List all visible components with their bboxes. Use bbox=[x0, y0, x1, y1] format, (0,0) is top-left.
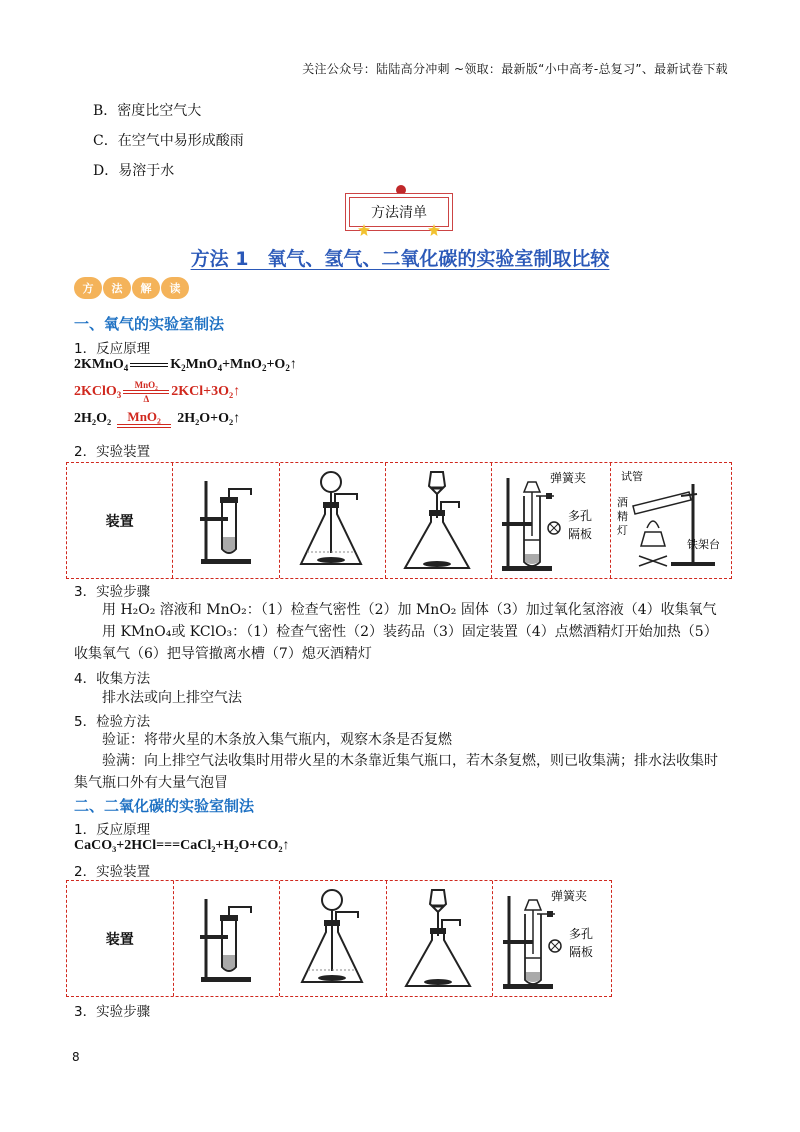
plate-label: 隔板 bbox=[568, 526, 593, 541]
option-d: D．易溶于水 bbox=[93, 163, 175, 179]
apparatus-flask-funnel bbox=[280, 881, 387, 996]
iron-stand-label: 铁架台 bbox=[687, 537, 720, 551]
collect-label: 4．收集方法 bbox=[74, 671, 151, 687]
spring-clip-label: 弹簧夹 bbox=[551, 888, 588, 903]
plate-label: 隔板 bbox=[569, 944, 594, 959]
apparatus-test-tube bbox=[174, 881, 281, 996]
test-tube-apparatus-icon bbox=[186, 471, 266, 571]
apparatus-flask-separatory bbox=[387, 881, 494, 996]
apparatus-porous-plate bbox=[493, 881, 611, 996]
section-co2-heading: 二、二氧化碳的实验室制法 bbox=[74, 797, 255, 815]
collect-text: 排水法或向上排空气法 bbox=[102, 690, 242, 706]
apparatus-porous-plate bbox=[492, 463, 611, 578]
page-header: 关注公众号：陆陆高分冲刺 ~领取：最新版“小中高考-总复习”、最新试卷下载 bbox=[302, 62, 728, 76]
test-tube-apparatus-icon bbox=[186, 889, 266, 989]
porous-label: 多孔 bbox=[569, 926, 594, 941]
steps-label: 3．实验步骤 bbox=[74, 584, 151, 600]
apparatus-label: 2．实验装置 bbox=[74, 444, 151, 460]
steps-h2o2: 用 H₂O₂ 溶液和 MnO₂：（1）检查气密性（2）加 MnO₂ 固体（3）加过氧化氢溶液（4）收集氧气 bbox=[102, 602, 717, 618]
porous-label: 多孔 bbox=[568, 508, 593, 523]
co2-apparatus-label: 2．实验装置 bbox=[74, 864, 151, 880]
porous-plate-apparatus-icon bbox=[493, 884, 611, 994]
badge-label: 方法清单 bbox=[371, 205, 427, 221]
conical-flask-separatory-funnel-icon bbox=[394, 886, 484, 991]
conical-flask-funnel-icon bbox=[288, 886, 378, 991]
test-full: 验满：向上排空气法收集时用带火星的木条靠近集气瓶口，若木条复燃，则已收集满；排水法收集时集气瓶口外有大量气泡冒 bbox=[74, 753, 718, 791]
tag-char: 读 bbox=[161, 277, 189, 299]
conical-flask-separatory-funnel-icon bbox=[393, 468, 483, 573]
reaction-principle-label: 1．反应原理 bbox=[74, 341, 151, 357]
equation-caco3: CaCO₃+2HCl===CaCl₂+H₂O+CO₂↑ bbox=[74, 838, 290, 853]
test-tube-label: 试管 bbox=[621, 469, 643, 483]
page-number: 8 bbox=[72, 1050, 80, 1064]
apparatus-cell-label: 装置 bbox=[67, 881, 174, 996]
alcohol-label: 酒 bbox=[617, 495, 628, 509]
tag-char: 法 bbox=[103, 277, 131, 299]
apparatus-table-co2 bbox=[66, 880, 612, 997]
test-verify: 验证：将带火星的木条放入集气瓶内，观察木条是否复燃 bbox=[102, 732, 452, 748]
method-interpretation-tag bbox=[74, 277, 189, 299]
spring-clip-label: 弹簧夹 bbox=[550, 470, 587, 485]
co2-steps-label: 3．实验步骤 bbox=[74, 1004, 151, 1020]
section-oxygen-heading: 一、氧气的实验室制法 bbox=[74, 315, 225, 333]
equation-h2o2: 2H₂O₂ MnO₂ 2H₂O+O₂↑ bbox=[74, 409, 241, 427]
conical-flask-funnel-icon bbox=[287, 468, 377, 573]
badge-star-left-icon bbox=[358, 224, 370, 236]
lamp-label: 灯 bbox=[617, 523, 628, 537]
option-b: B．密度比空气大 bbox=[93, 103, 202, 119]
apparatus-cell-label: 装置 bbox=[67, 463, 173, 578]
tag-char: 解 bbox=[132, 277, 160, 299]
jing-label: 精 bbox=[617, 509, 628, 523]
porous-plate-apparatus-icon bbox=[492, 466, 610, 576]
equation-kmno4: 2KMnO$_4$ $K_2MnO_4+MnO_2+O_2↑$ bbox=[74, 357, 297, 373]
steps-kmno4: 用 KMnO₄或 KClO₃：（1）检查气密性（2）装药品（3）固定装置（4）点燃酒精灯开始加热（5）收集氧气（6）把导管撤离水槽（7）熄灭酒精灯 bbox=[74, 624, 718, 662]
co2-principle-label: 1．反应原理 bbox=[74, 822, 151, 838]
apparatus-flask-separatory bbox=[386, 463, 492, 578]
apparatus-heating bbox=[611, 463, 731, 578]
equation-kclo3: 2KClO$_3$ MnO₂ Δ 2KCl+3O₂↑ bbox=[74, 380, 241, 404]
apparatus-flask-funnel bbox=[280, 463, 386, 578]
heating-apparatus-icon bbox=[611, 466, 731, 576]
test-label: 5．检验方法 bbox=[74, 714, 151, 730]
option-c: C．在空气中易形成酸雨 bbox=[93, 133, 244, 149]
apparatus-test-tube bbox=[173, 463, 279, 578]
badge-star-right-icon bbox=[428, 224, 440, 236]
method-title: 方法 1 氧气、氢气、二氧化碳的实验室制取比较 bbox=[190, 248, 610, 270]
apparatus-table-oxygen bbox=[66, 462, 732, 579]
tag-char: 方 bbox=[74, 277, 102, 299]
